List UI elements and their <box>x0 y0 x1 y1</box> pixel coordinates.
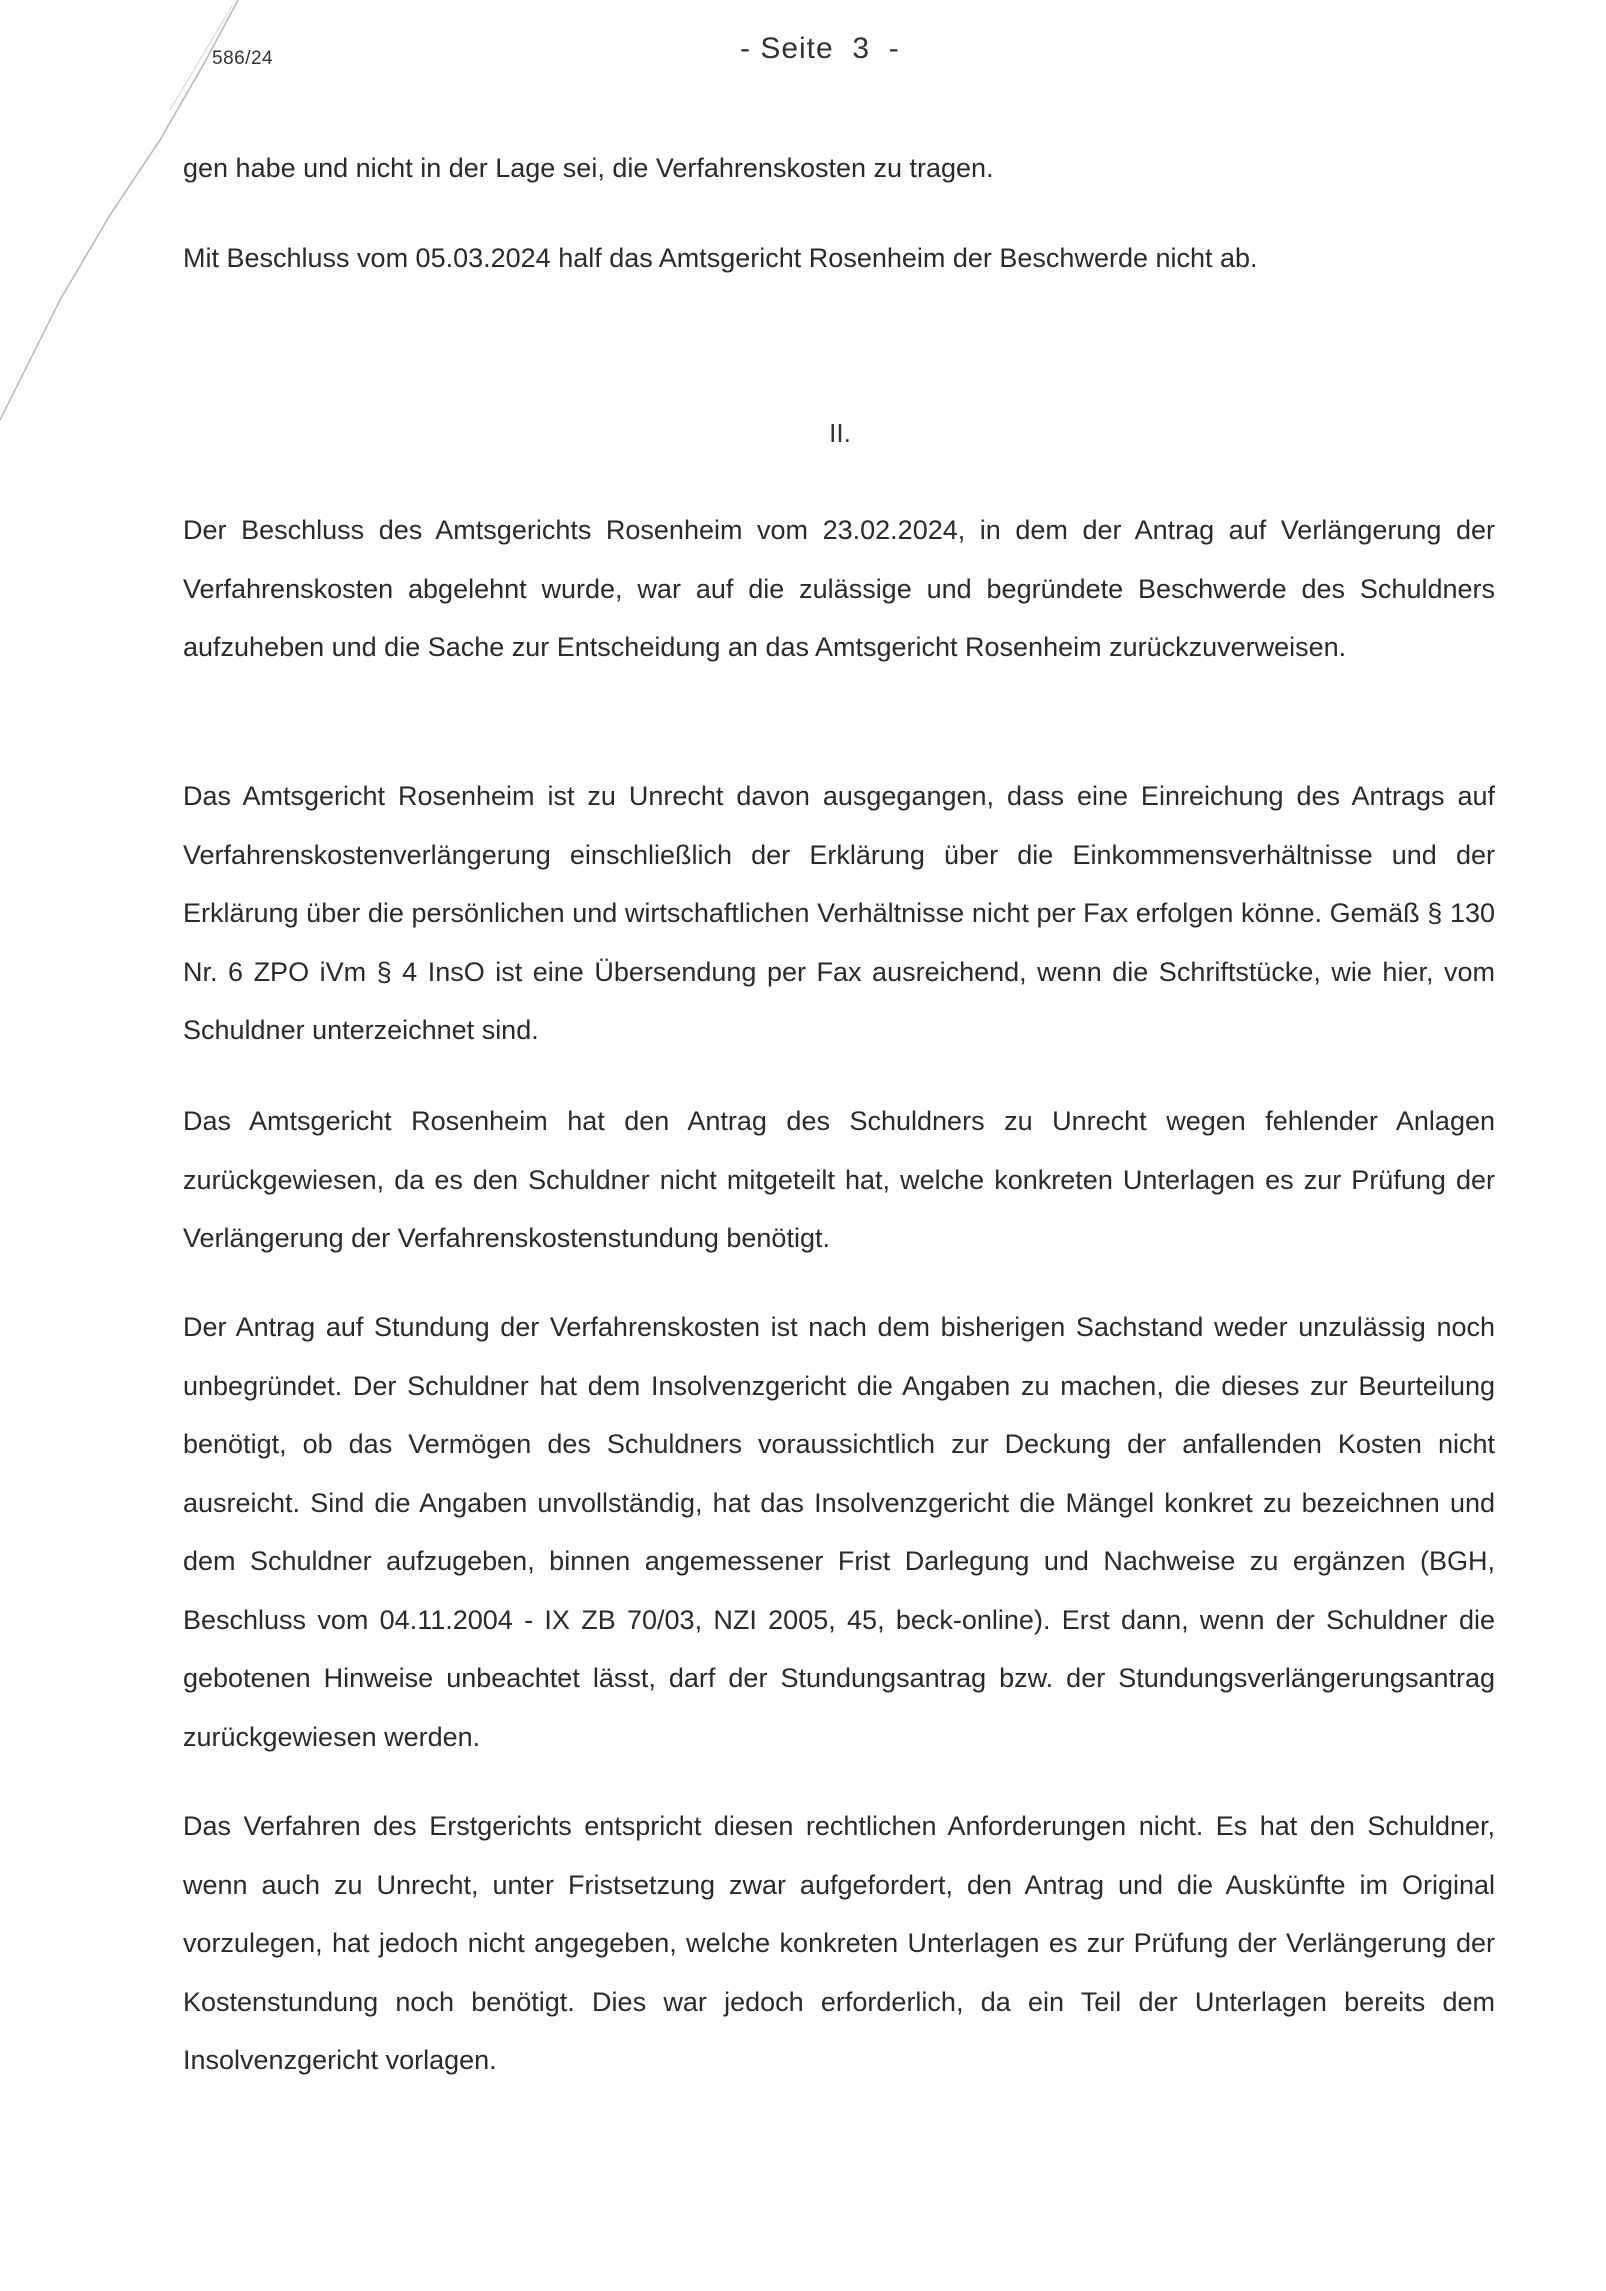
paragraph-fax-submission: Das Amtsgericht Rosenheim ist zu Unrecht davon ausgegangen, dass eine Einreichung des Antrags auf Verfahrenskostenverlängerung einschließlich der Erklärung über die Einkommensverhältnisse und der Erklärung über die persönlichen und wirtschaftlichen Verhältnisse nicht per Fax erfolgen könne. Gemäß § 130 Nr. 6 ZPO iVm § 4 InsO ist eine Übersendung per Fax ausreichend, wenn die Schriftstücke, wie hier, vom Schuldner unterzeichnet sind. <box>183 781 1495 1045</box>
section-heading: II. <box>829 418 851 448</box>
page-number: - Seite 3 - <box>740 32 900 65</box>
paragraph-continuation: gen habe und nicht in der Lage sei, die Verfahrenskosten zu tragen. <box>183 153 994 183</box>
paragraph-ruling: Der Beschluss des Amtsgerichts Rosenheim vom 23.02.2024, in dem der Antrag auf Verlängerung der Verfahrenskosten abgelehnt wurde, war auf die zulässige und begründete Beschwerde des Schuldners aufzuheben und die Sache zur Entscheidung an das Amtsgericht Rosenheim zurückzuverweisen. <box>183 515 1495 662</box>
paragraph-decision-note: Mit Beschluss vom 05.03.2024 half das Amtsgericht Rosenheim der Beschwerde nicht ab. <box>183 243 1258 273</box>
paragraph-procedure-first-instance: Das Verfahren des Erstgerichts entspricht diesen rechtlichen Anforderungen nicht. Es hat den Schuldner, wenn auch zu Unrecht, unter Fristsetzung zwar aufgefordert, den Antrag und die Auskünfte im Original vorzulegen, hat jedoch nicht angegeben, welche konkreten Unterlagen es zur Prüfung der Verlängerung der Kostenstundung noch benötigt. Dies war jedoch erforderlich, da ein Teil der Unterlagen bereits dem Insolvenzgericht vorlagen. <box>183 1811 1495 2075</box>
paragraph-deferral-application: Der Antrag auf Stundung der Verfahrenskosten ist nach dem bisherigen Sachstand weder unzulässig noch unbegründet. Der Schuldner hat dem Insolvenzgericht die Angaben zu machen, die dieses zur Beurteilung benötigt, ob das Vermögen des Schuldners voraussichtlich zur Deckung der anfallenden Kosten nicht ausreicht. Sind die Angaben unvollständig, hat das Insolvenzgericht die Mängel konkret zu bezeichnen und dem Schuldner aufzugeben, binnen angemessener Frist Darlegung und Nachweise zu ergänzen (BGH, Beschluss vom 04.11.2004 - IX ZB 70/03, NZI 2005, 45, beck-online). Erst dann, wenn der Schuldner die gebotenen Hinweise unbeachtet lässt, darf der Stundungsantrag bzw. der Stundungsverlängerungsantrag zurückgewiesen werden. <box>183 1312 1495 1752</box>
paragraph-missing-attachments: Das Amtsgericht Rosenheim hat den Antrag des Schuldners zu Unrecht wegen fehlender Anlagen zurückgewiesen, da es den Schuldner nicht mitgeteilt hat, welche konkreten Unterlagen es zur Prüfung der Verlängerung der Verfahrenskostenstundung benötigt. <box>183 1106 1495 1253</box>
file-reference: 586/24 <box>212 48 274 69</box>
